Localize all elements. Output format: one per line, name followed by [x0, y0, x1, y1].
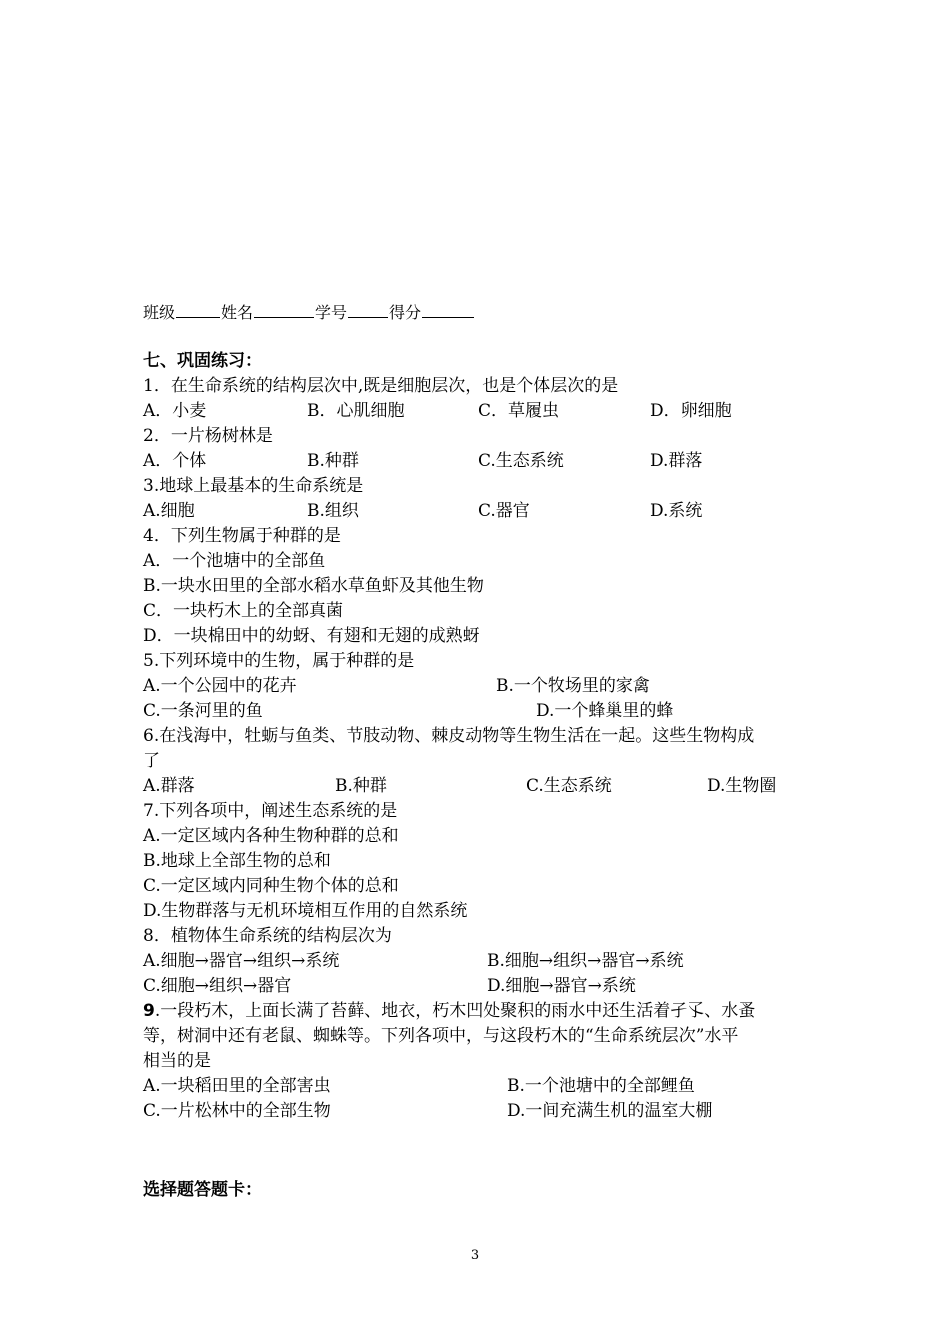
question-7-stem: 7.下列各项中，阐述生态系统的是 [143, 801, 398, 821]
q8-option-b: B.细胞→组织→器官→系统 [487, 951, 684, 971]
question-8-stem: 8．植物体生命系统的结构层次为 [143, 926, 392, 946]
class-label: 班级 [143, 303, 176, 322]
q5-option-b: B.一个牧场里的家禽 [496, 676, 650, 696]
question-9-options-row2 [143, 1099, 815, 1124]
question-2-options [143, 449, 815, 474]
id-blank[interactable] [348, 303, 388, 318]
q3-option-b: B.组织 [307, 501, 359, 521]
question-5-options-row2 [143, 699, 815, 724]
question-9-stem-line1 [143, 999, 815, 1024]
question-9-stem-line3: 相当的是 [143, 1051, 211, 1071]
q9-option-d: D.一间充满生机的温室大棚 [507, 1101, 713, 1121]
q1-option-a: A．小麦 [143, 401, 207, 421]
q1-option-d: D．卵细胞 [650, 401, 732, 421]
q8-option-a: A.细胞→器官→组织→系统 [143, 951, 340, 971]
question-9-stem-text: .一段朽木，上面长满了苔藓、地衣，朽木凹处聚积的雨水中还生活着孑孓、水蚤 [154, 1001, 756, 1021]
question-1-stem: 1．在生命系统的结构层次中,既是细胞层次，也是个体层次的是 [143, 376, 619, 396]
class-blank[interactable] [176, 303, 220, 318]
section-title: 七、巩固练习： [143, 351, 262, 371]
q1-option-c: C．草履虫 [478, 401, 560, 421]
q6-option-d: D.生物圈 [707, 776, 777, 796]
question-4-stem: 4．下列生物属于种群的是 [143, 526, 341, 546]
q7-option-c: C.一定区域内同种生物个体的总和 [143, 876, 399, 896]
q7-option-a: A.一定区域内各种生物种群的总和 [143, 826, 399, 846]
q7-option-d: D.生物群落与无机环境相互作用的自然系统 [143, 901, 468, 921]
question-9-options-row1 [143, 1074, 815, 1099]
q9-option-a: A.一块稻田里的全部害虫 [143, 1076, 331, 1096]
question-9-stem-line2: 等，树洞中还有老鼠、蜘蛛等。下列各项中，与这段朽木的“生命系统层次”水平 [143, 1026, 739, 1046]
q5-option-a: A.一个公园中的花卉 [143, 676, 297, 696]
question-9-number: 9 [143, 1001, 155, 1021]
q8-option-d: D.细胞→器官→系统 [487, 976, 636, 996]
q3-option-c: C.器官 [478, 501, 530, 521]
q3-option-d: D.系统 [650, 501, 703, 521]
q4-option-d: D．一块棉田中的幼蚜、有翅和无翅的成熟蚜 [143, 626, 480, 646]
question-6-stem-line2: 了 [143, 751, 160, 771]
question-1-options [143, 399, 815, 424]
q4-option-b: B.一块水田里的全部水稻水草鱼虾及其他生物 [143, 576, 484, 596]
q2-option-d: D.群落 [650, 451, 703, 471]
q2-option-a: A．个体 [143, 451, 207, 471]
q9-option-b: B.一个池塘中的全部鲤鱼 [507, 1076, 695, 1096]
q8-option-c: C.细胞→组织→器官 [143, 976, 292, 996]
q5-option-d: D.一个蜂巢里的蜂 [536, 701, 674, 721]
question-3-stem: 3.地球上最基本的生命系统是 [143, 476, 364, 496]
q6-option-c: C.生态系统 [526, 776, 612, 796]
name-blank[interactable] [254, 303, 314, 318]
q5-option-c: C.一条河里的鱼 [143, 701, 263, 721]
question-2-stem: 2．一片杨树林是 [143, 426, 273, 446]
answer-card-title: 选择题答题卡： [143, 1180, 262, 1200]
question-5-options-row1 [143, 674, 815, 699]
question-8-options-row1 [143, 949, 815, 974]
exercise-content [143, 349, 815, 1124]
score-label: 得分 [389, 303, 422, 322]
question-6-stem-line1: 6.在浅海中，牡蛎与鱼类、节肢动物、棘皮动物等生物生活在一起。这些生物构成 [143, 726, 755, 746]
q4-option-a: A．一个池塘中的全部鱼 [143, 551, 326, 571]
question-5-stem: 5.下列环境中的生物，属于种群的是 [143, 651, 415, 671]
q4-option-c: C．一块朽木上的全部真菌 [143, 601, 344, 621]
question-8-options-row2 [143, 974, 815, 999]
q1-option-b: B．心肌细胞 [307, 401, 405, 421]
page-number: 3 [470, 1248, 480, 1263]
q6-option-a: A.群落 [143, 776, 195, 796]
q9-option-c: C.一片松林中的全部生物 [143, 1101, 331, 1121]
q6-option-b: B.种群 [335, 776, 387, 796]
q7-option-b: B.地球上全部生物的总和 [143, 851, 331, 871]
q2-option-c: C.生态系统 [478, 451, 564, 471]
student-info-line [143, 300, 475, 323]
q3-option-a: A.细胞 [143, 501, 195, 521]
id-label: 学号 [315, 303, 348, 322]
score-blank[interactable] [422, 303, 474, 318]
question-6-options [143, 774, 815, 799]
q2-option-b: B.种群 [307, 451, 359, 471]
name-label: 姓名 [221, 303, 254, 322]
question-3-options [143, 499, 815, 524]
